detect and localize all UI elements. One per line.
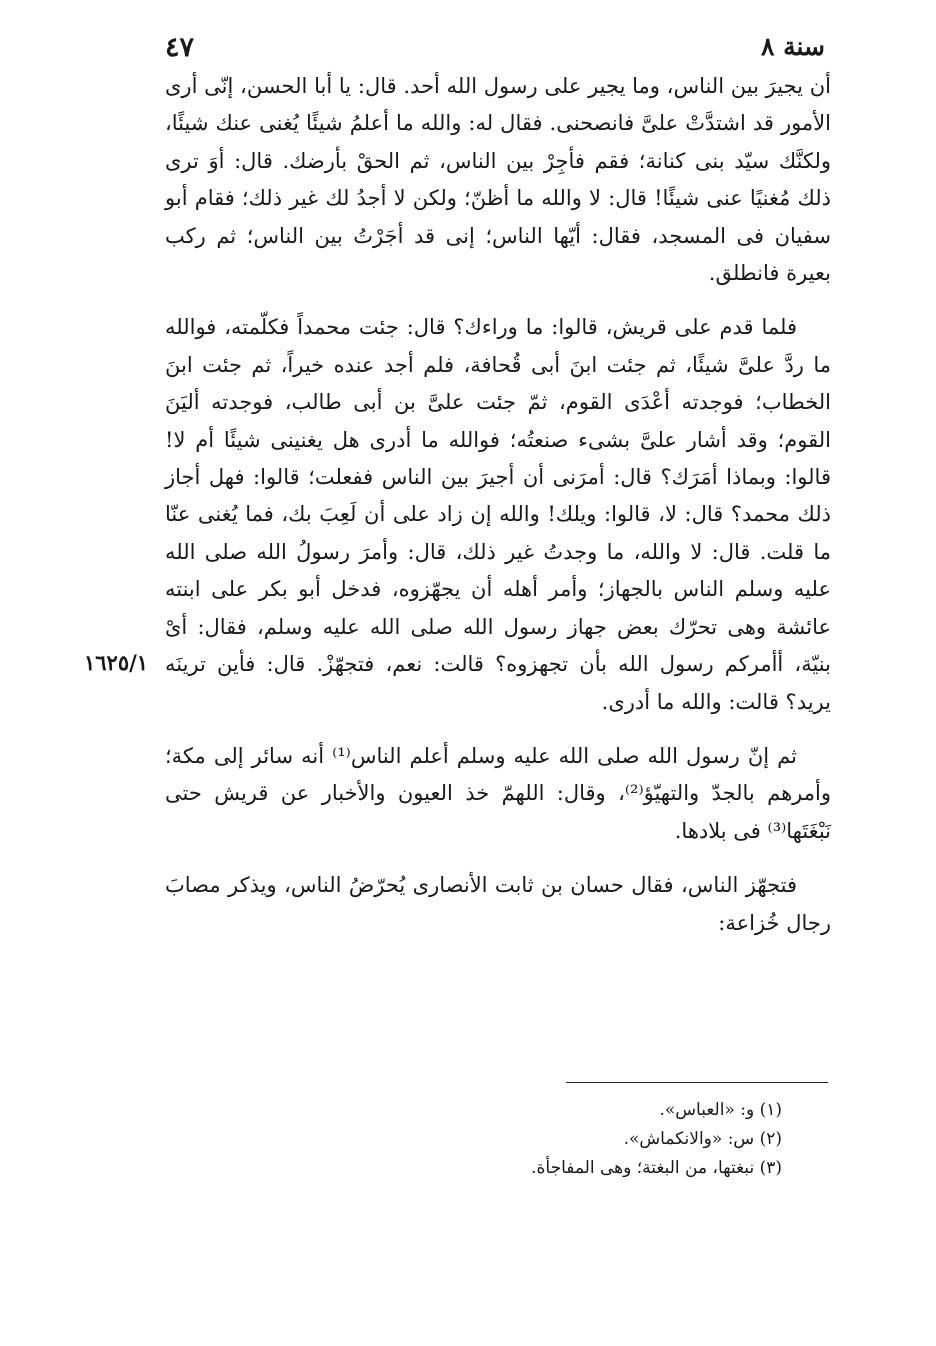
footnote-divider — [566, 1082, 828, 1083]
paragraph: أن يجيرَ بين الناس، وما يجير على رسول الله أحد. قال: يا أبا الحسن، إنّى أرى الأمور قد اشتدَّتْ علىَّ فانصحنى. فقال له: والله ما أعلمُ شيئًا يُغنى عنك شيئًا، ولكنَّك سيّد بنى كنانة؛ فقم فأجِرْ بين الناس، ثم الحقْ بأرضك. قال: أوَ ترى ذلك مُغنيًا عنى شيئًا! قال: لا والله ما أظنّ؛ ولكن لا أجدُ لك غير ذلك؛ فقام أبو سفيان فى المسجد، فقال: أيّها الناس؛ إنى قد أجَرْتُ بين الناس؛ ثم ركب بعيرة فانطلق. — [165, 74, 831, 286]
running-head: سنة ٨ — [760, 32, 825, 61]
page-number: ٤٧ — [165, 32, 195, 63]
footnote: (١) و: «العباس». — [659, 1100, 782, 1120]
margin-reference: ١٦٢٥/١ — [84, 650, 149, 675]
page-header — [165, 32, 825, 72]
footnote: (٢) س: «والانكماش». — [623, 1129, 782, 1149]
paragraph: فتجهّز الناس، فقال حسان بن ثابت الأنصارى يُحرّضُ الناس، ويذكر مصابَ رجال خُزاعة: — [165, 873, 831, 935]
footnote: (٣) نبغتها، من البغتة؛ وهى المفاجأة. — [531, 1158, 782, 1178]
main-text — [165, 68, 831, 942]
paragraph: ثم إنّ رسول الله صلى الله عليه وسلم أعلم الناس⁽¹⁾ أنه سائر إلى مكة؛ وأمرهم بالجدّ والتهيّؤ⁽²⁾، وقال: اللهمّ خذ العيون والأخبار عن قريش حتى نَبْغَتَها⁽³⁾ فى بلادها. — [165, 743, 831, 843]
footnotes — [362, 1096, 782, 1183]
paragraph: فلما قدم على قريش، قالوا: ما وراءك؟ قال: جئت محمداً فكلّمته، فوالله ما ردَّ علىَّ شيئًا، ثم جئت ابنَ أبى قُحافة، فلم أجد عنده خيراً، ثم جئت ابنَ الخطاب؛ فوجدته أعْدَى القوم، ثمّ جئت علىَّ بن أبى طالب، فوجدته أليَنَ القوم؛ وقد أشار علىَّ بشىء صنعتُه؛ فوالله ما أدرى هل يغنينى شيئًا أم لا! قالوا: وبماذا أمَرَك؟ قال: أمرَنى أن أجيرَ بين الناس ففعلت؛ قالوا: فهل أجاز ذلك محمد؟ قال: لا، قالوا: ويلك! والله إن زاد على أن لَعِبَ بك، فما يُغنى عنّا ما قلت. قال: لا والله، ما وجدتُ غير ذلك، قال: وأمرَ رسولُ الله صلى الله عليه وسلم الناس بالجهاز؛ وأمر أهله أن يجهّزوه، فدخل أبو بكر على ابنته عائشة وهى تحرّك بعض جهاز رسول الله صلى الله عليه وسلم، فقال: أىْ بنيّة، أأمركم رسول الله بأن تجهزوه؟ قالت: نعم، فتجهّزْ. قال: فأين ترينَه يريد؟ قالت: والله ما أدرى. — [165, 315, 831, 714]
